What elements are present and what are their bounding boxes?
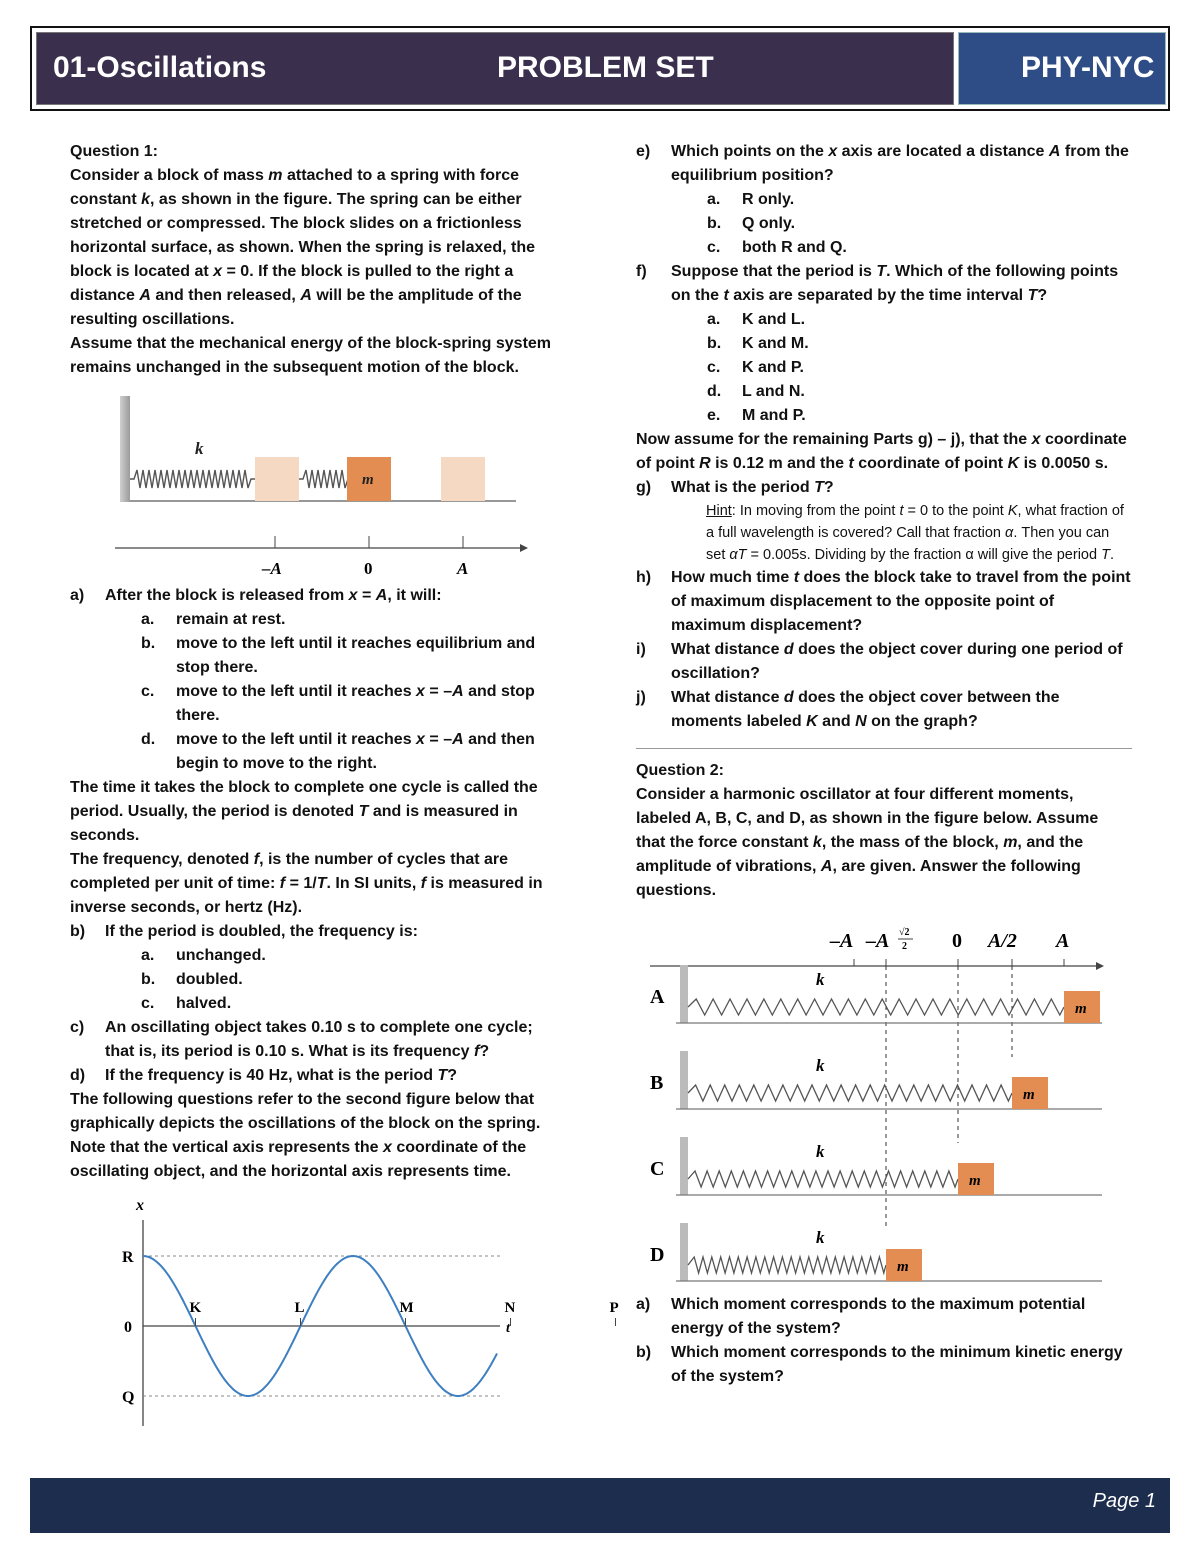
option: d. move to the left until it reaches x = –A and then begin to move to the right. xyxy=(141,731,535,772)
point-label-p: P xyxy=(609,1300,619,1316)
tick-label-minus-a: –A xyxy=(262,559,282,578)
x-axis-arrow xyxy=(520,544,528,552)
spring-k-label: k xyxy=(816,1056,825,1075)
q1g: g) What is the period T? xyxy=(636,479,834,496)
q1a-options xyxy=(70,608,560,776)
label-zero: 0 xyxy=(124,1319,132,1336)
moment-label-c: C xyxy=(650,1158,665,1180)
wall xyxy=(680,965,688,1023)
q2-x-axis-arrow xyxy=(1096,962,1104,970)
course-code: PHY-NYC xyxy=(1021,51,1155,84)
q1f: f) Suppose that the period is T. Which of the following points on the t axis are separated by the time interval T? xyxy=(636,263,1119,304)
frequency-text: The frequency, denoted f, is the number of cycles that are completed per unit of time: f = 1/T. In SI units, f is measured in inverse seconds, or hertz (Hz). xyxy=(70,851,543,916)
wall xyxy=(120,396,130,502)
hint-text: Hint: In moving from the point t = 0 to the point K, what fraction of a full wavelength is covered? Call that fraction α. Then you can set αT = 0.005s. Dividing by the fraction α will give the period T. xyxy=(706,503,1124,563)
spring-coil xyxy=(688,1171,958,1187)
q1f-options xyxy=(636,308,1132,428)
q1b: b) If the period is doubled, the frequency is: xyxy=(70,923,418,940)
q1a: a) After the block is released from x = A, it will: xyxy=(70,587,442,604)
course-code-panel xyxy=(958,32,1166,105)
q1i: i) What distance d does the object cover during one period of oscillation? xyxy=(636,641,1123,682)
tick-label-minus-a-root2: –A xyxy=(866,930,890,952)
option: a. K and L. xyxy=(707,311,806,328)
oscillation-graph xyxy=(70,1190,619,1430)
spring-coil xyxy=(130,470,256,488)
option: b. K and M. xyxy=(707,335,809,352)
block-mass-label: m xyxy=(362,472,374,488)
spring-coil xyxy=(688,999,1064,1015)
tick-label-a-half: A/2 xyxy=(988,930,1017,952)
header-bar xyxy=(30,26,1170,111)
q1-intro: Consider a block of mass m attached to a spring with force constant k, as shown in the figure. The spring can be either stretched or compressed. The block slides on a frictionless horizontal surface, as shown. When the spring is relaxed, the block is located at x = 0. If the block is pulled to the right a distance A and then released, A will be the amplitude of the resulting oscillations. xyxy=(70,167,535,328)
q1c: c) An oscillating object takes 0.10 s to complete one cycle; that is, its period is 0.10 s. What is its frequency f? xyxy=(70,1019,533,1060)
right-column xyxy=(636,140,1132,1389)
spring-coil-end xyxy=(299,470,348,488)
root2-numerator: √2 xyxy=(899,927,910,938)
header-title-panel xyxy=(36,32,954,105)
tick-label-zero: 0 xyxy=(952,930,962,952)
spring-k-label: k xyxy=(816,970,825,989)
spring-coil xyxy=(688,1257,886,1273)
moment-label-b: B xyxy=(650,1072,664,1094)
option: a. R only. xyxy=(707,191,795,208)
graph-intro: The following questions refer to the second figure below that graphically depicts the oscillations of the block on the spring. Note that the vertical axis represents the x coordinate of the oscillating object, and the horizontal axis represents time. xyxy=(70,1091,541,1180)
graph-x-label: x xyxy=(136,1197,144,1214)
q1h: h) How much time t does the block take to travel from the point of maximum displacement to the opposite point of maximum displacement? xyxy=(636,569,1131,634)
left-column xyxy=(70,140,619,1430)
tick-label-a: A xyxy=(1056,930,1070,952)
option: c. move to the left until it reaches x = –A and stop there. xyxy=(141,683,535,724)
option: c. K and P. xyxy=(707,359,804,376)
chapter-title: 01-Oscillations xyxy=(53,51,267,84)
label-q: Q xyxy=(122,1389,135,1406)
spring-block-figure xyxy=(70,384,530,584)
tick-label-a: A xyxy=(457,559,469,578)
q1d: d) If the frequency is 40 Hz, what is the period T? xyxy=(70,1067,458,1084)
wall xyxy=(680,1137,688,1195)
q1e: e) Which points on the x axis are located a distance A from the equilibrium position? xyxy=(636,143,1129,184)
spring-k-label: k xyxy=(816,1142,825,1161)
q2b: b) Which moment corresponds to the minimum kinetic energy of the system? xyxy=(636,1344,1123,1385)
tick-label-minus-a: –A xyxy=(830,930,854,952)
q1b-options xyxy=(70,944,560,1016)
spring-k-label: k xyxy=(816,1228,825,1247)
problem-set-title: PROBLEM SET xyxy=(497,51,714,84)
q2a: a) Which moment corresponds to the maximum potential energy of the system? xyxy=(636,1296,1086,1337)
wall xyxy=(680,1051,688,1109)
footer-bar xyxy=(30,1478,1170,1533)
block-mass-label: m xyxy=(1075,1001,1087,1017)
option: c. halved. xyxy=(141,995,232,1012)
option: b. doubled. xyxy=(141,971,243,988)
spring-coil xyxy=(688,1085,1012,1101)
q1-assume: Assume that the mechanical energy of the block-spring system remains unchanged in the subsequent motion of the block. xyxy=(70,335,552,376)
q2-intro: Consider a harmonic oscillator at four different moments, labeled A, B, C, and D, as shown in the figure below. Assume that the force constant k, the mass of the block, m, and the amplitude of vibrations, A, are given. Answer the following questions. xyxy=(636,786,1099,899)
point-label-m: M xyxy=(399,1300,414,1316)
option: a. unchanged. xyxy=(141,947,266,964)
q2-heading: Question 2: xyxy=(636,762,725,779)
period-text: The time it takes the block to complete one cycle is called the period. Usually, the period is denoted T and is measured in seconds. xyxy=(70,779,538,844)
block-mass-label: m xyxy=(969,1173,981,1189)
label-r: R xyxy=(122,1249,134,1266)
ghost-block-left xyxy=(255,457,299,501)
q1-heading: Question 1: xyxy=(70,143,159,160)
graph-t-label: t xyxy=(506,1321,510,1336)
q1j: j) What distance d does the object cover between the moments labeled K and N on the graph? xyxy=(636,689,1060,730)
option: c. both R and Q. xyxy=(707,239,847,256)
q1e-options xyxy=(636,188,1132,260)
moment-label-d: D xyxy=(650,1244,665,1266)
section-divider xyxy=(636,748,1132,749)
option: b. Q only. xyxy=(707,215,796,232)
option: e. M and P. xyxy=(707,407,806,424)
ghost-block-right xyxy=(441,457,485,501)
block-mass-label: m xyxy=(1023,1087,1035,1103)
wall xyxy=(680,1223,688,1281)
page-number: Page 1 xyxy=(1092,1490,1156,1512)
block-mass-label: m xyxy=(897,1259,909,1275)
point-label-k: K xyxy=(189,1300,202,1316)
option: a. remain at rest. xyxy=(141,611,286,628)
point-label-n: N xyxy=(504,1300,516,1316)
point-label-l: L xyxy=(294,1300,305,1316)
option: d. L and N. xyxy=(707,383,805,400)
spring-k-label: k xyxy=(195,439,204,458)
now-assume-text: Now assume for the remaining Parts g) – j), that the x coordinate of point R is 0.12 m and the t coordinate of point K is 0.0050 s. xyxy=(636,431,1127,472)
option: b. move to the left until it reaches equilibrium and stop there. xyxy=(141,635,536,676)
root2-denominator: 2 xyxy=(902,941,907,952)
tick-label-zero: 0 xyxy=(364,559,373,578)
moment-label-a: A xyxy=(650,986,665,1008)
four-moments-figure xyxy=(636,911,1116,1291)
